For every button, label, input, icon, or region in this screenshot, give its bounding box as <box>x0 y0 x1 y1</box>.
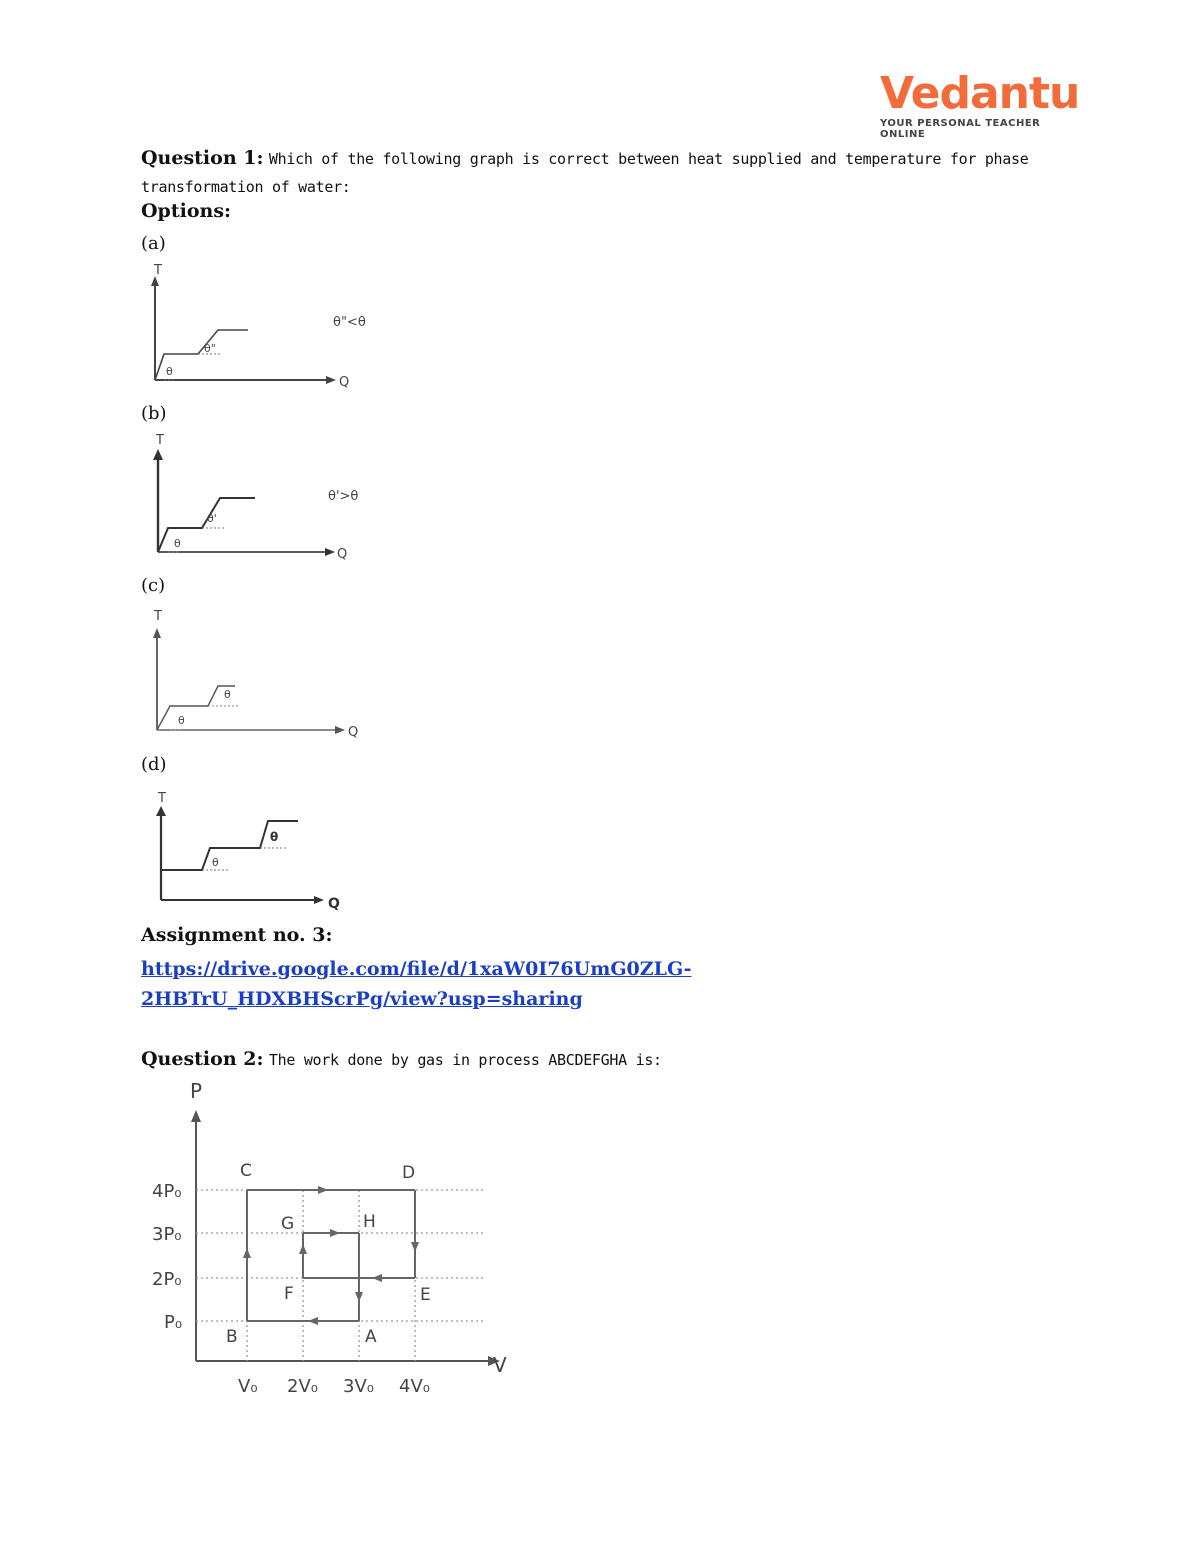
assignment-link-line-1[interactable]: https://drive.google.com/file/d/1xaW0I76UmG0ZLG- <box>141 958 692 980</box>
option-b-y-axis: T <box>156 433 164 448</box>
pv-x-tick-2v0: 2V₀ <box>287 1376 318 1397</box>
option-c-y-axis: T <box>154 609 162 624</box>
pv-point-g: G <box>281 1214 295 1234</box>
option-a-label: (a) <box>141 233 166 254</box>
option-d-label: (d) <box>141 754 167 775</box>
option-d-angle-high: θ <box>270 830 279 844</box>
option-c-label: (c) <box>141 575 166 596</box>
pv-x-tick-4v0: 4V₀ <box>399 1376 430 1397</box>
pv-point-f: F <box>284 1284 294 1304</box>
question-1-text: Which of the following graph is correct between heat supplied and temperature for phase transformation of water: <box>141 150 1029 196</box>
pv-point-a: A <box>365 1327 377 1347</box>
pv-y-axis: P <box>190 1079 203 1103</box>
option-c-x-axis: Q <box>348 725 359 738</box>
question-2 <box>141 1048 662 1070</box>
pv-point-b: B <box>226 1327 238 1347</box>
pv-y-tick-3p0: 3P₀ <box>152 1224 182 1245</box>
question-2-text: The work done by gas in process ABCDEFGHA is: <box>268 1051 662 1069</box>
pv-y-tick-2p0: 2P₀ <box>152 1269 182 1290</box>
option-b-graph <box>140 432 400 564</box>
assignment-link[interactable] <box>141 954 741 1014</box>
option-c-graph <box>140 606 400 738</box>
pv-point-c: C <box>240 1161 252 1181</box>
options-heading: Options: <box>141 200 232 222</box>
option-a-angle-high: θ" <box>204 342 216 355</box>
option-c-angle-high: θ <box>224 688 231 701</box>
logo-tagline: YOUR PERSONAL TEACHER ONLINE <box>880 118 1041 140</box>
assignment-heading: Assignment no. 3: <box>141 924 333 946</box>
logo-wordmark: Vedantu <box>880 68 1080 119</box>
option-b-note: θ'>θ <box>328 489 359 504</box>
assignment-link-line-2[interactable]: 2HBTrU_HDXBHScrPg/view?usp=sharing <box>141 988 583 1010</box>
question-2-label: Question 2: <box>141 1048 264 1070</box>
pv-x-tick-v0: V₀ <box>238 1376 258 1397</box>
option-d-graph <box>140 786 400 914</box>
option-a-x-axis: Q <box>339 375 350 390</box>
option-c-angle-low: θ <box>178 714 185 727</box>
option-b-angle-low: θ <box>174 537 181 550</box>
option-b-angle-high: θ' <box>207 512 217 525</box>
pv-x-axis: V <box>493 1353 507 1377</box>
pv-point-e: E <box>420 1285 431 1305</box>
pv-diagram <box>140 1076 520 1406</box>
question-1 <box>141 144 1061 201</box>
option-a-y-axis: T <box>154 263 162 278</box>
pv-y-tick-p0: P₀ <box>164 1312 183 1333</box>
option-d-angle-low: θ <box>212 856 219 869</box>
pv-point-h: H <box>363 1212 376 1232</box>
pv-point-d: D <box>402 1163 416 1183</box>
option-d-x-axis: Q <box>328 896 340 912</box>
pv-y-tick-4p0: 4P₀ <box>152 1181 182 1202</box>
option-b-x-axis: Q <box>337 547 348 562</box>
option-a-angle-low: θ <box>166 365 173 378</box>
option-a-graph <box>140 262 400 392</box>
option-b-label: (b) <box>141 403 167 424</box>
option-d-y-axis: T <box>158 791 166 806</box>
question-1-label: Question 1: <box>141 147 264 169</box>
vedantu-logo <box>880 68 1080 140</box>
pv-x-tick-3v0: 3V₀ <box>343 1376 374 1397</box>
option-a-note: θ"<θ <box>333 315 366 330</box>
